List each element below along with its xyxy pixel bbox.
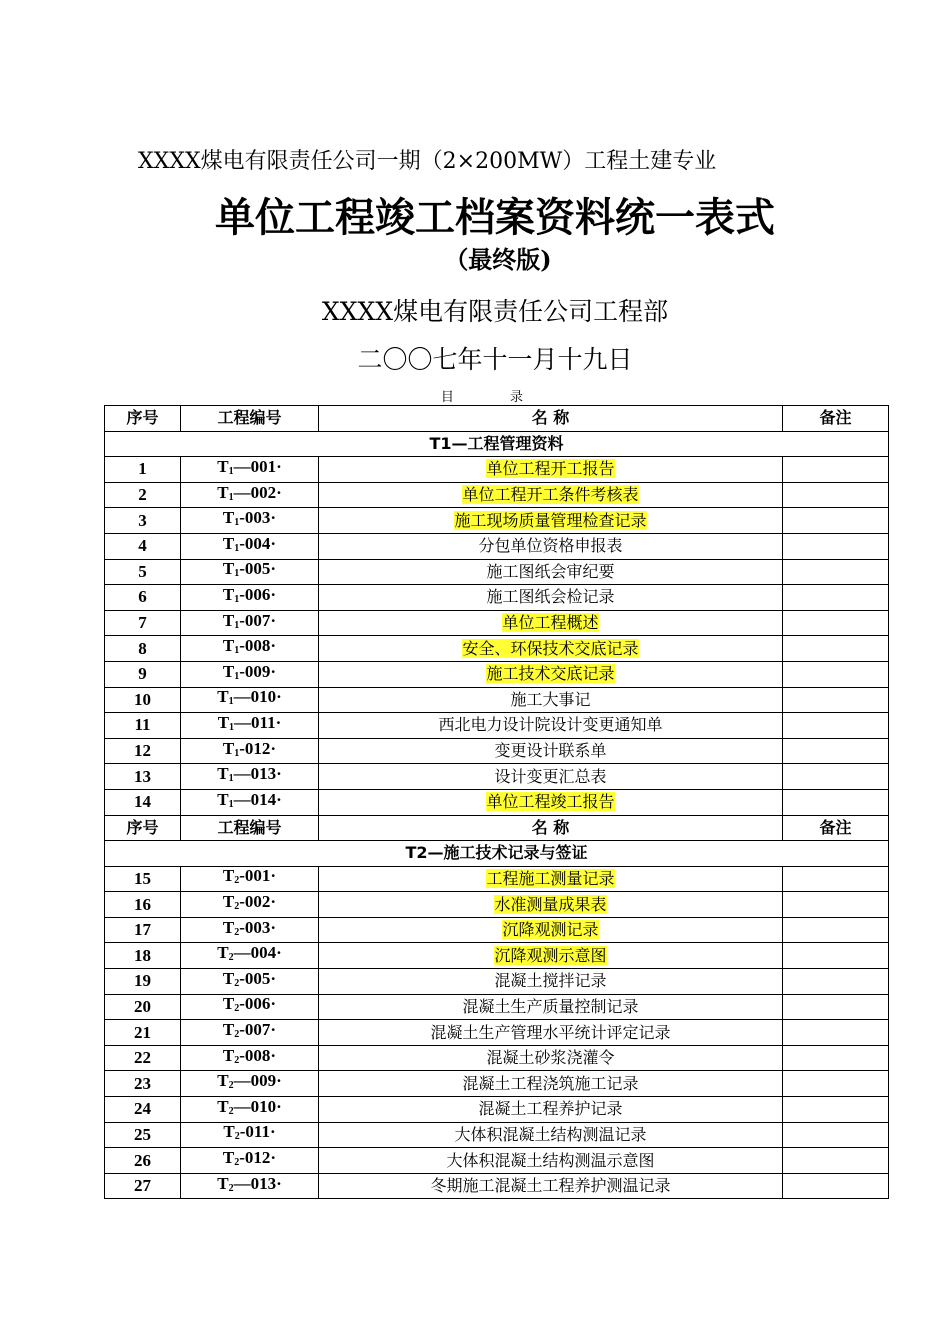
row-name-text: 单位工程开工报告 [486, 459, 615, 479]
code-subscript: 1 [234, 670, 240, 682]
row-name-text: 大体积混凝土结构测温记录 [454, 1124, 647, 1144]
row-seq: 7 [105, 610, 181, 636]
table-row [105, 994, 889, 1020]
row-seq: 25 [105, 1122, 181, 1148]
table-row [105, 1071, 889, 1097]
row-seq: 16 [105, 892, 181, 918]
table-row [105, 892, 889, 918]
row-code: $T_1-006\cdot$ [181, 585, 319, 611]
row-name-text: 混凝土搅拌记录 [494, 971, 607, 991]
table-row [105, 713, 889, 739]
table-row [105, 738, 889, 764]
code-subscript: 2 [228, 952, 234, 964]
row-note [783, 457, 889, 483]
row-seq: 10 [105, 687, 181, 713]
row-note [783, 738, 889, 764]
row-code: $T_2-001\cdot$ [181, 866, 319, 892]
row-seq: 8 [105, 636, 181, 662]
row-note [783, 713, 889, 739]
row-name [319, 533, 783, 559]
row-name-text: 单位工程竣工报告 [486, 792, 615, 812]
table-row [105, 1045, 889, 1071]
row-name [319, 610, 783, 636]
row-note [783, 892, 889, 918]
header-seq: 序号 [105, 406, 181, 432]
edition-label: （最终版) [444, 245, 552, 274]
table-row [105, 661, 889, 687]
row-name-text: 单位工程概述 [502, 613, 599, 633]
header-note: 备注 [783, 406, 889, 432]
row-name [319, 585, 783, 611]
table-row [105, 687, 889, 713]
row-seq: 17 [105, 917, 181, 943]
code-subscript: 1 [228, 773, 234, 785]
row-name [319, 1020, 783, 1046]
row-name [319, 969, 783, 995]
row-name-text: 施工图纸会审纪要 [486, 561, 615, 581]
code-subscript: 1 [228, 798, 234, 810]
header-code: 工程编号 [181, 815, 319, 841]
code-subscript: 1 [234, 568, 240, 580]
row-name-text: 水准测量成果表 [494, 894, 607, 914]
row-note [783, 1122, 889, 1148]
document-title: 单位工程竣工档案资料统一表式 [215, 195, 775, 241]
row-name-text: 冬期施工混凝土工程养护测温记录 [430, 1176, 671, 1196]
row-code: $T_2—010\cdot$ [181, 1097, 319, 1123]
row-code: $T_1-009\cdot$ [181, 661, 319, 687]
table-row [105, 482, 889, 508]
table-row [105, 1173, 889, 1199]
row-seq: 18 [105, 943, 181, 969]
row-code: $T_1—014\cdot$ [181, 789, 319, 815]
contents-table [104, 405, 889, 1199]
header-seq: 序号 [105, 815, 181, 841]
row-name [319, 1148, 783, 1174]
row-name [319, 1071, 783, 1097]
section-title-row [105, 431, 889, 457]
code-subscript: 1 [234, 517, 240, 529]
table-row [105, 1122, 889, 1148]
row-code: $T_2—004\cdot$ [181, 943, 319, 969]
row-code: $T_2—013\cdot$ [181, 1173, 319, 1199]
row-name [319, 508, 783, 534]
row-note [783, 1148, 889, 1174]
row-name-text: 单位工程开工条件考核表 [462, 485, 639, 505]
document-subtitle: XXXX煤电有限责任公司一期（2×200MW）工程土建专业 [138, 149, 717, 174]
row-note [783, 969, 889, 995]
row-code: $T_1-007\cdot$ [181, 610, 319, 636]
row-code: $T_2-003\cdot$ [181, 917, 319, 943]
table-row [105, 508, 889, 534]
code-subscript: 2 [228, 1105, 234, 1117]
table-row [105, 585, 889, 611]
row-name [319, 892, 783, 918]
row-code: $T_2-011\cdot$ [181, 1122, 319, 1148]
row-note [783, 687, 889, 713]
row-code: $T_2-008\cdot$ [181, 1045, 319, 1071]
row-code: $T_2-007\cdot$ [181, 1020, 319, 1046]
row-name [319, 738, 783, 764]
row-note [783, 943, 889, 969]
code-subscript: 2 [228, 1080, 234, 1092]
row-name [319, 866, 783, 892]
document-date: 二〇〇七年十一月十九日 [357, 345, 633, 374]
row-name-text: 混凝土生产质量控制记录 [462, 996, 639, 1016]
section-title: T2—施工技术记录与签证 [105, 841, 889, 867]
row-name [319, 636, 783, 662]
row-name [319, 1045, 783, 1071]
row-code: $T_2-005\cdot$ [181, 969, 319, 995]
code-subscript: 1 [234, 619, 240, 631]
row-name-text: 混凝土生产管理水平统计评定记录 [430, 1022, 671, 1042]
row-name-text: 工程施工测量记录 [486, 868, 615, 888]
header-code: 工程编号 [181, 406, 319, 432]
row-seq: 9 [105, 661, 181, 687]
row-note [783, 533, 889, 559]
code-subscript: 1 [229, 721, 235, 733]
row-name-text: 变更设计联系单 [494, 741, 607, 761]
row-seq: 21 [105, 1020, 181, 1046]
row-note [783, 1097, 889, 1123]
row-name [319, 482, 783, 508]
row-name [319, 559, 783, 585]
row-code: $T_1-008\cdot$ [181, 636, 319, 662]
row-seq: 24 [105, 1097, 181, 1123]
row-name-text: 大体积混凝土结构测温示意图 [446, 1150, 655, 1170]
row-code: $T_1-004\cdot$ [181, 533, 319, 559]
row-code: $T_2-006\cdot$ [181, 994, 319, 1020]
row-name [319, 789, 783, 815]
table-header-row [105, 406, 889, 432]
code-subscript: 1 [228, 491, 234, 503]
department-name: XXXX煤电有限责任公司工程部 [321, 297, 669, 326]
table-row [105, 1097, 889, 1123]
code-subscript: 2 [234, 926, 240, 938]
row-note [783, 559, 889, 585]
table-row [105, 943, 889, 969]
row-note [783, 994, 889, 1020]
row-name-text: 西北电力设计院设计变更通知单 [438, 715, 663, 735]
row-seq: 26 [105, 1148, 181, 1174]
row-name-text: 混凝土砂浆浇灌令 [486, 1048, 615, 1068]
row-note [783, 764, 889, 790]
row-name-text: 沉降观测示意图 [494, 945, 607, 965]
code-subscript: 1 [228, 696, 234, 708]
table-row [105, 1148, 889, 1174]
row-code: $T_1—001\cdot$ [181, 457, 319, 483]
row-seq: 6 [105, 585, 181, 611]
row-name [319, 661, 783, 687]
row-name-text: 混凝土工程养护记录 [478, 1099, 623, 1119]
row-seq: 4 [105, 533, 181, 559]
table-row [105, 764, 889, 790]
table-row [105, 559, 889, 585]
row-note [783, 1173, 889, 1199]
code-subscript: 2 [234, 977, 240, 989]
code-subscript: 2 [234, 1157, 240, 1169]
code-subscript: 1 [228, 465, 234, 477]
row-code: $T_1—010\cdot$ [181, 687, 319, 713]
row-name [319, 687, 783, 713]
code-subscript: 2 [234, 901, 240, 913]
row-name [319, 764, 783, 790]
row-seq: 20 [105, 994, 181, 1020]
code-subscript: 1 [234, 542, 240, 554]
table-row [105, 789, 889, 815]
row-note [783, 585, 889, 611]
table-row [105, 866, 889, 892]
row-code: $T_1—011\cdot$ [181, 713, 319, 739]
row-name [319, 1097, 783, 1123]
row-note [783, 1045, 889, 1071]
row-seq: 23 [105, 1071, 181, 1097]
row-note [783, 661, 889, 687]
table-row [105, 610, 889, 636]
row-name [319, 713, 783, 739]
row-seq: 12 [105, 738, 181, 764]
row-note [783, 789, 889, 815]
row-code: $T_1—002\cdot$ [181, 482, 319, 508]
row-note [783, 610, 889, 636]
table-row [105, 1020, 889, 1046]
row-seq: 27 [105, 1173, 181, 1199]
row-code: $T_1—013\cdot$ [181, 764, 319, 790]
header-name: 名 称 [319, 406, 783, 432]
header-note: 备注 [783, 815, 889, 841]
row-seq: 15 [105, 866, 181, 892]
row-name [319, 457, 783, 483]
table-row [105, 457, 889, 483]
table-row [105, 636, 889, 662]
row-name-text: 施工技术交底记录 [486, 664, 615, 684]
row-name-text: 沉降观测记录 [502, 920, 599, 940]
row-seq: 14 [105, 789, 181, 815]
row-name [319, 1122, 783, 1148]
row-seq: 19 [105, 969, 181, 995]
header-name: 名 称 [319, 815, 783, 841]
row-code: $T_1-005\cdot$ [181, 559, 319, 585]
code-subscript: 2 [234, 1003, 240, 1015]
code-subscript: 1 [234, 747, 240, 759]
table-row [105, 969, 889, 995]
row-note [783, 1071, 889, 1097]
section-title-row [105, 841, 889, 867]
row-note [783, 482, 889, 508]
row-name [319, 943, 783, 969]
row-name-text: 混凝土工程浇筑施工记录 [462, 1073, 639, 1093]
row-seq: 22 [105, 1045, 181, 1071]
toc-label: 目 录 [440, 390, 550, 405]
row-note [783, 917, 889, 943]
row-seq: 11 [105, 713, 181, 739]
table-header-row [105, 815, 889, 841]
row-name [319, 1173, 783, 1199]
row-name-text: 安全、环保技术交底记录 [462, 638, 639, 658]
row-note [783, 636, 889, 662]
row-name [319, 917, 783, 943]
row-name-text: 施工现场质量管理检查记录 [454, 510, 647, 530]
row-seq: 2 [105, 482, 181, 508]
row-code: $T_2-002\cdot$ [181, 892, 319, 918]
code-subscript: 2 [234, 1029, 240, 1041]
row-note [783, 866, 889, 892]
row-code: $T_1-012\cdot$ [181, 738, 319, 764]
code-subscript: 2 [234, 1054, 240, 1066]
row-code: $T_1-003\cdot$ [181, 508, 319, 534]
table-row [105, 917, 889, 943]
code-subscript: 2 [234, 875, 240, 887]
section-title: T1—工程管理资料 [105, 431, 889, 457]
row-code: $T_2-012\cdot$ [181, 1148, 319, 1174]
table-row [105, 533, 889, 559]
code-subscript: 1 [234, 593, 240, 605]
row-name-text: 施工大事记 [510, 689, 591, 709]
row-note [783, 1020, 889, 1046]
row-seq: 3 [105, 508, 181, 534]
row-name-text: 施工图纸会检记录 [486, 587, 615, 607]
row-name-text: 设计变更汇总表 [494, 766, 607, 786]
row-seq: 13 [105, 764, 181, 790]
row-code: $T_2—009\cdot$ [181, 1071, 319, 1097]
row-name-text: 分包单位资格申报表 [478, 536, 623, 556]
code-subscript: 2 [228, 1182, 234, 1194]
row-name [319, 994, 783, 1020]
row-seq: 1 [105, 457, 181, 483]
row-note [783, 508, 889, 534]
code-subscript: 1 [234, 645, 240, 657]
row-seq: 5 [105, 559, 181, 585]
code-subscript: 2 [234, 1131, 240, 1143]
